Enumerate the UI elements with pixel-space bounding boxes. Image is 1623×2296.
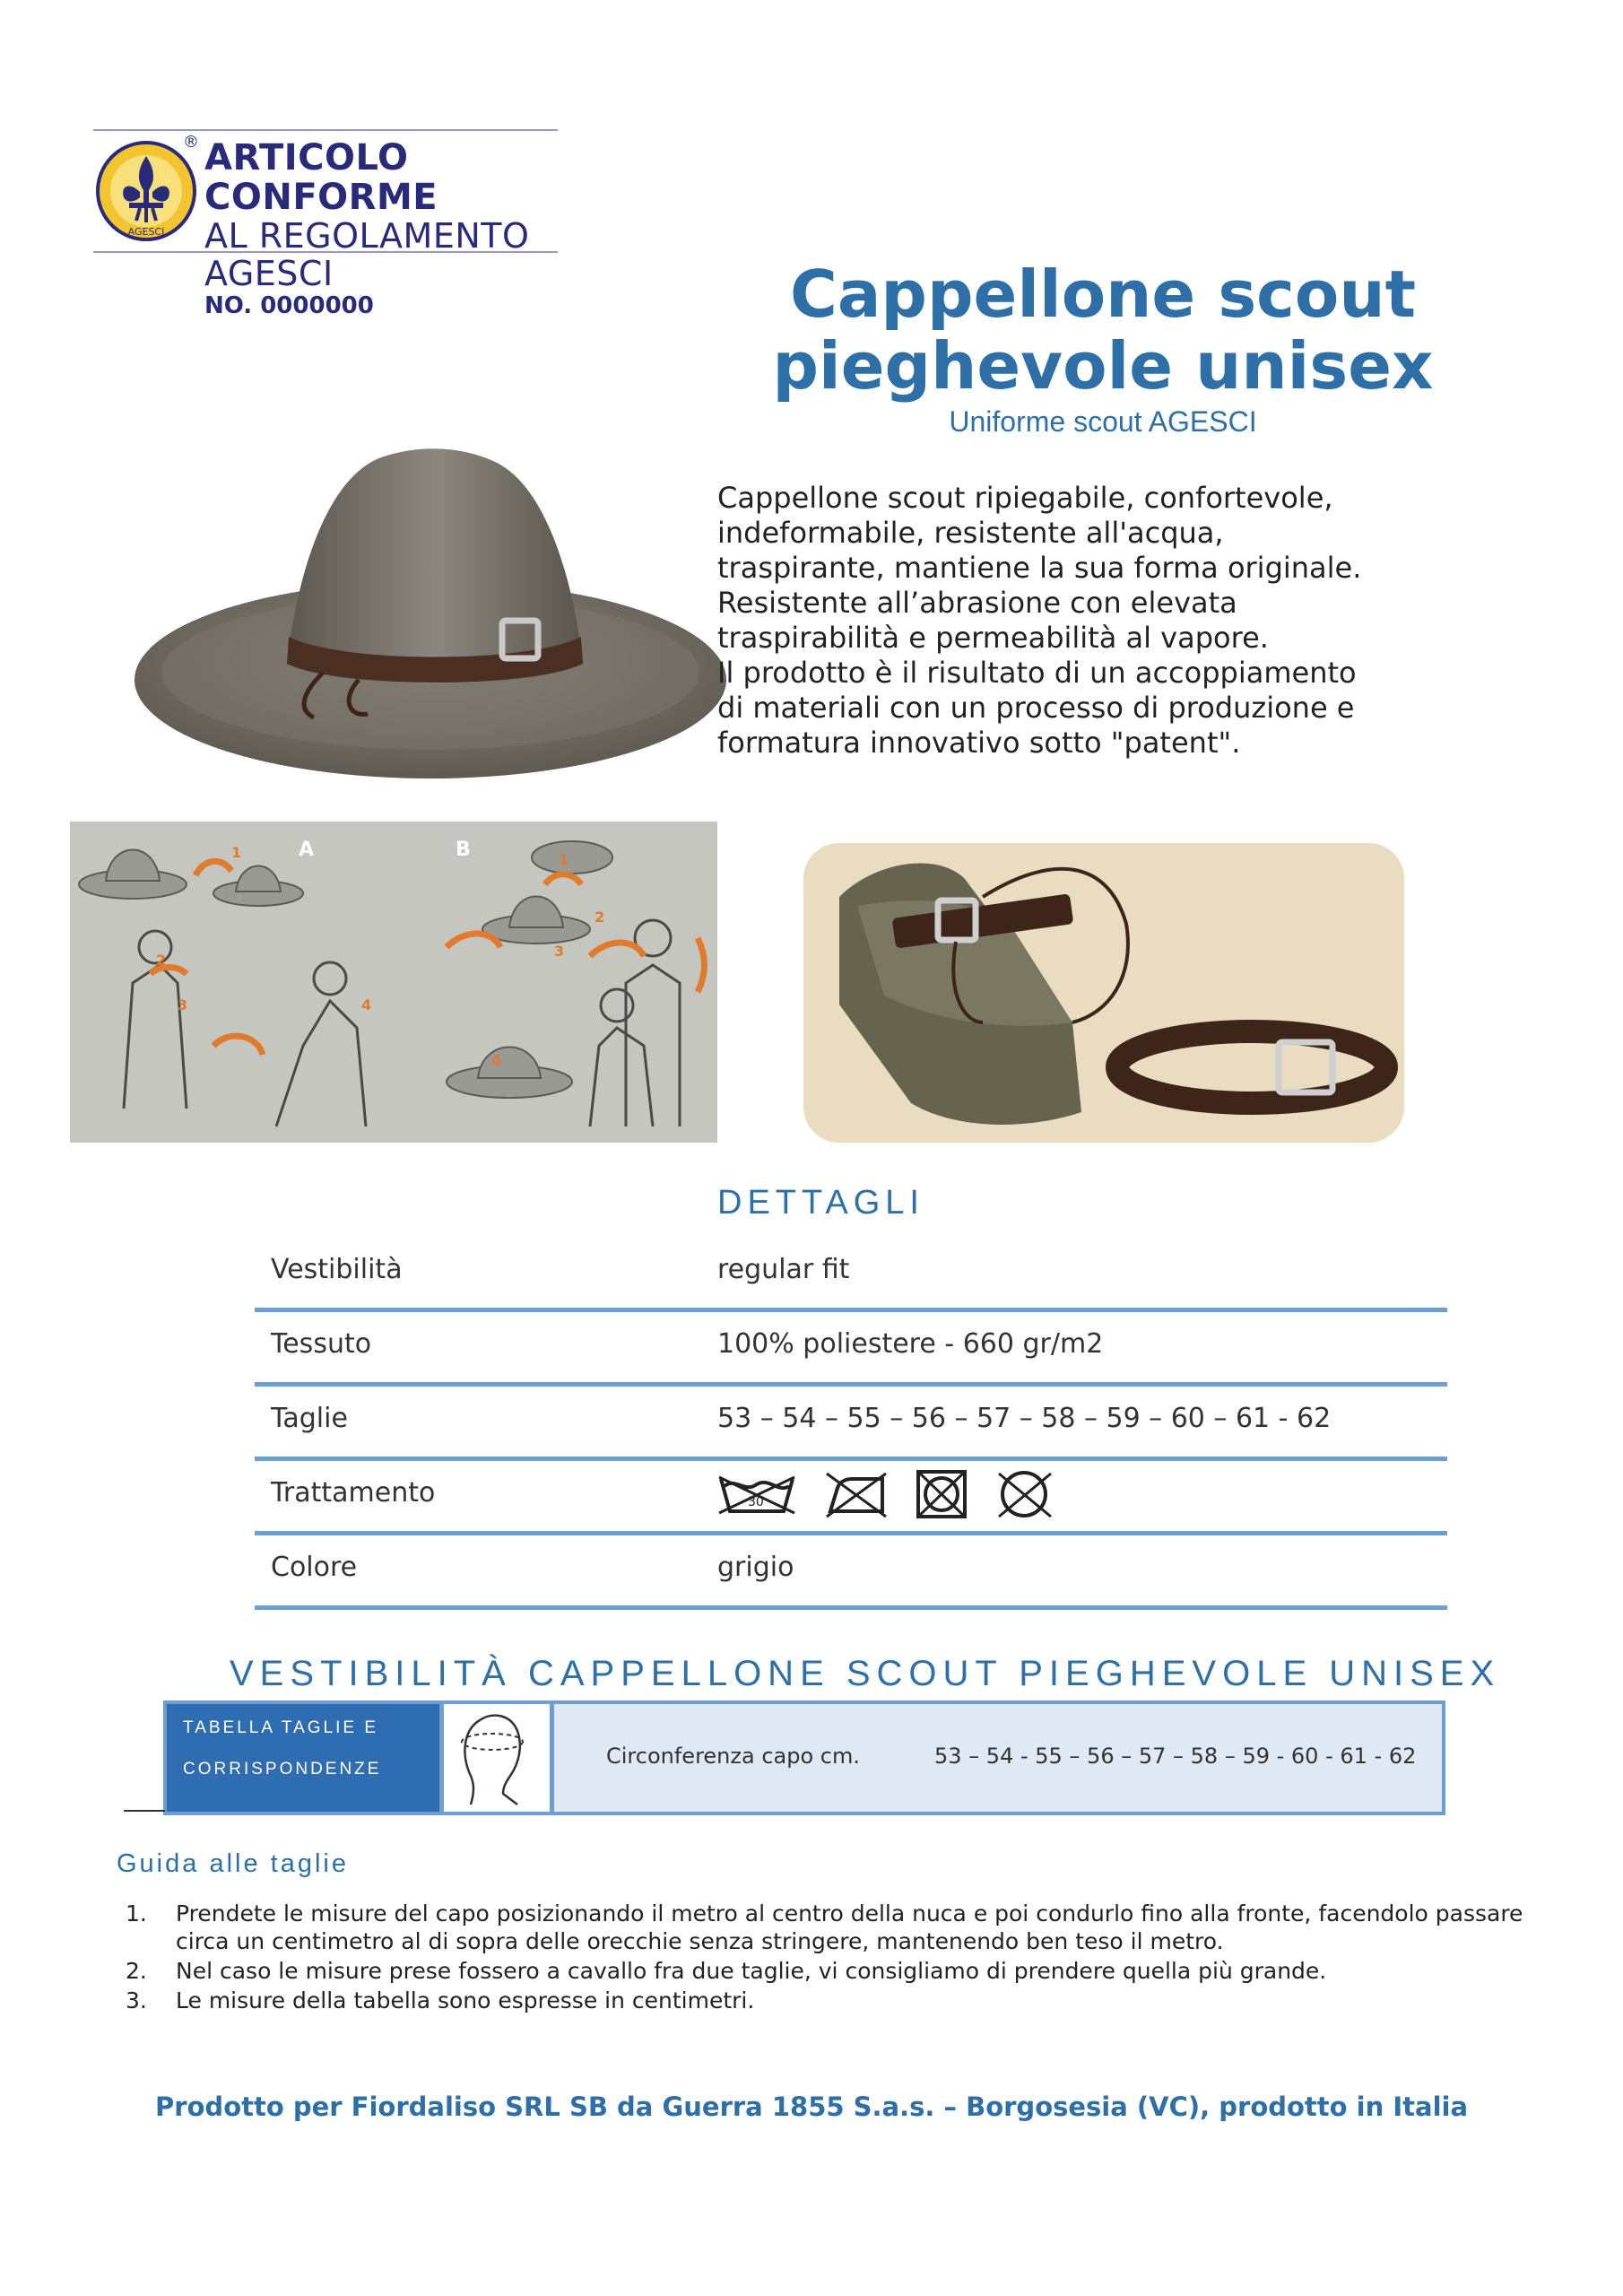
conformity-badge <box>93 129 558 319</box>
divider <box>124 1810 165 1812</box>
care-icons <box>717 1466 1058 1520</box>
list-item-text: Le misure della tabella sono espresse in centimetri. <box>176 1987 755 2013</box>
details-key: Trattamento <box>271 1477 436 1509</box>
description-line: Resistente all’abrasione con elevata <box>717 586 1237 620</box>
title-line-2: pieghevole unisex <box>772 328 1434 404</box>
details-value: 100% poliestere - 660 gr/m2 <box>717 1328 1104 1360</box>
size-table-label-line-1: TABELLA TAGLIE E <box>183 1718 379 1737</box>
illustration-label-a: A <box>299 839 315 861</box>
description-line: indeformabile, resistente all'acqua, <box>717 516 1224 550</box>
size-guide-list <box>126 1900 1551 2016</box>
details-title: DETTAGLI <box>717 1184 924 1222</box>
details-value: regular fit <box>717 1254 850 1285</box>
details-key: Vestibilità <box>271 1254 403 1285</box>
illustration-step: 4 <box>491 1052 502 1069</box>
details-row-color <box>255 1535 1447 1610</box>
footer: Prodotto per Fiordaliso SRL SB da Guerra 1855 S.a.s. – Borgosesia (VC), prodotto in Italia <box>154 2092 1469 2122</box>
details-row-fabric <box>255 1312 1447 1387</box>
details-row-treatment <box>255 1461 1447 1535</box>
size-table <box>163 1700 1445 1815</box>
list-item-text: Nel caso le misure prese fossero a cavallo fra due taglie, vi consigliamo di prendere quella più grande. <box>176 1958 1327 1984</box>
badge-line-1: ARTICOLO CONFORME <box>204 137 438 218</box>
folded-hat-and-strap-icon <box>803 843 1404 1143</box>
size-guide-title: Guida alle taglie <box>117 1849 349 1878</box>
illustration-step: 2 <box>156 952 167 969</box>
illustration-label-b: B <box>456 839 471 861</box>
description-line: traspirabilità e permeabilità al vapore. <box>717 621 1269 655</box>
size-table-label <box>167 1704 439 1812</box>
details-value: grigio <box>717 1552 794 1583</box>
list-item <box>126 1900 1551 1955</box>
illustration-step: 3 <box>554 943 565 960</box>
details-row-sizes <box>255 1387 1447 1461</box>
agesci-emblem-icon <box>93 138 199 244</box>
badge-line-2: AL REGOLAMENTO AGESCI <box>204 216 530 293</box>
details-row-fit <box>255 1238 1447 1312</box>
details-key: Colore <box>271 1552 358 1583</box>
title-line-1: Cappellone scout <box>790 257 1416 332</box>
fit-title: VESTIBILITÀ CAPPELLONE SCOUT PIEGHEVOLE UNISEX <box>230 1654 1501 1693</box>
illustration-step: 2 <box>595 909 605 926</box>
wash-temp: 30 <box>748 1495 764 1509</box>
details-key: Taglie <box>271 1403 348 1434</box>
details-value: 53 – 54 – 55 – 56 – 57 – 58 – 59 – 60 – 61 - 62 <box>717 1403 1332 1434</box>
illustration-step: 4 <box>361 996 372 1013</box>
list-item <box>126 1987 1551 2014</box>
illustration-step: 1 <box>231 844 242 861</box>
no-tumble-dry-icon <box>918 1472 965 1517</box>
list-item-number: 3. <box>126 1987 147 2013</box>
folded-hat-photo <box>803 843 1404 1143</box>
head-measure-icon <box>444 1704 541 1812</box>
product-subtitle: Uniforme scout AGESCI <box>949 405 1257 438</box>
illustration-step: 1 <box>559 851 569 868</box>
wash-30-icon <box>719 1477 794 1513</box>
description-line: traspirante, mantiene la sua forma originale. <box>717 551 1362 585</box>
badge-line-3: NO. 0000000 <box>204 292 374 319</box>
size-table-label-line-2: CORRISPONDENZE <box>183 1760 382 1779</box>
head-measure-cell <box>439 1704 554 1812</box>
head-circumference-sizes: 53 – 54 - 55 – 56 – 57 – 58 – 59 - 60 - 61 - 62 <box>934 1744 1417 1769</box>
details-table <box>255 1238 1447 1610</box>
list-item-text: Prendete le misure del capo posizionando il metro al centro della nuca e poi condurlo fino alla fronte, facendolo passare circa un centimetro al di sopra delle orecchie senza stringere, mantenendo ben teso il metro. <box>176 1900 1523 1954</box>
folding-instructions-illustration <box>70 822 717 1143</box>
list-item-number: 2. <box>126 1958 147 1984</box>
details-key: Tessuto <box>271 1328 372 1360</box>
list-item-number: 1. <box>126 1900 147 1926</box>
product-description <box>717 481 1551 761</box>
product-title <box>735 258 1471 402</box>
description-line: Cappellone scout ripiegabile, confortevole, <box>717 481 1333 515</box>
emblem-text: AGESCI <box>127 226 165 238</box>
description-line: formatura innovativo sotto "patent". <box>717 726 1241 760</box>
list-item <box>126 1957 1551 1985</box>
no-dry-clean-icon <box>999 1473 1051 1517</box>
hat-product-image <box>126 448 735 798</box>
head-circumference-label: Circonferenza capo cm. <box>606 1744 860 1769</box>
description-line: di materiali con un processo di produzione e <box>717 691 1355 725</box>
registered-mark: ® <box>183 133 199 152</box>
illustration-step: 3 <box>178 996 188 1013</box>
description-line: Il prodotto è il risultato di un accoppiamento <box>717 656 1357 690</box>
badge-text <box>204 138 558 319</box>
no-iron-icon <box>827 1474 886 1517</box>
